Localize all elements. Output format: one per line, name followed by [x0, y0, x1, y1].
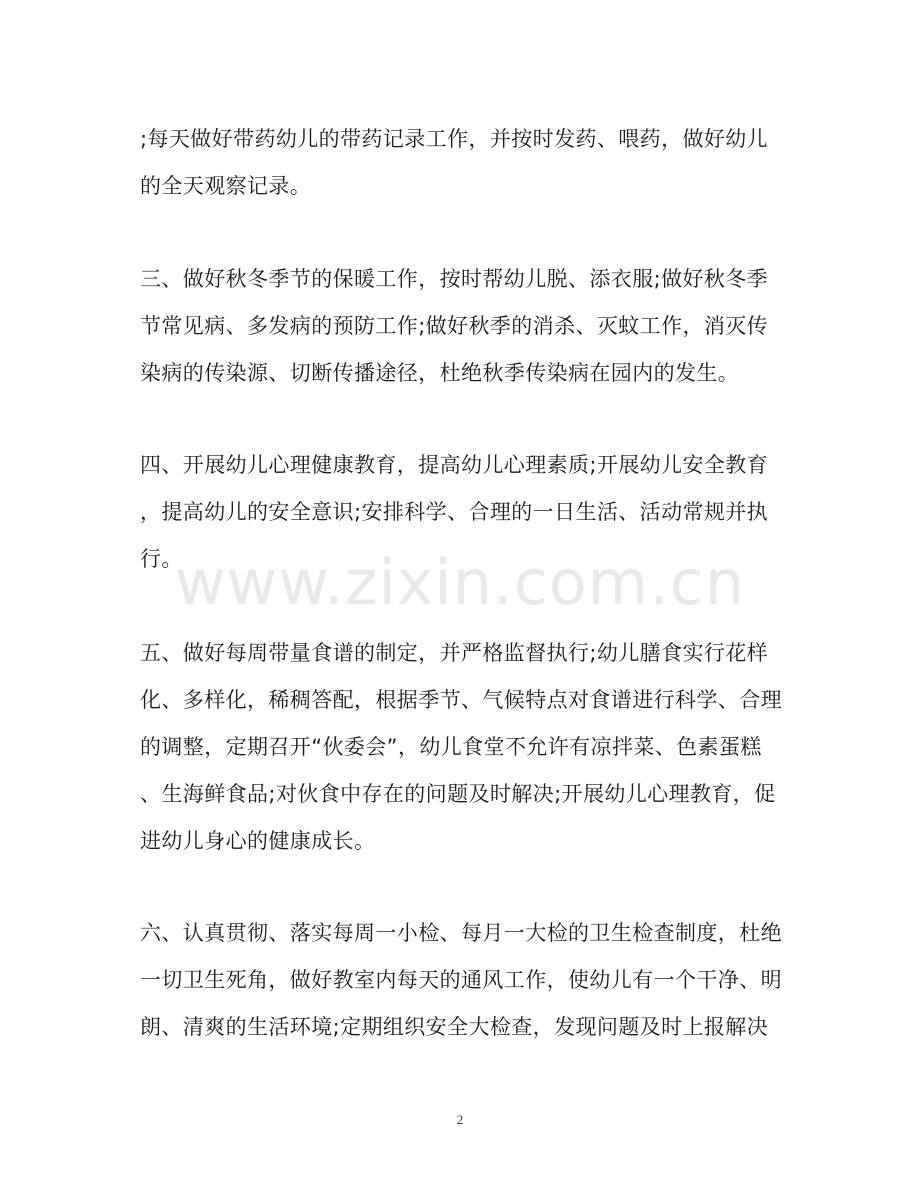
- paragraph-line: 三、做好秋冬季节的保暖工作，按时帮幼儿脱、添衣服;做好秋冬季: [140, 267, 769, 291]
- watermark: www.zixin.com.cn: [174, 546, 746, 619]
- paragraph-line: ;每天做好带药幼儿的带药记录工作，并按时发药、喂药，做好幼儿: [140, 127, 769, 151]
- paragraph-2: [140, 256, 780, 397]
- page-number: 2: [456, 1112, 464, 1127]
- paragraph-line: 染病的传染源、切断传播途径，杜绝秋季传染病在园内的发生。: [140, 361, 740, 385]
- paragraph-line: 五、做好每周带量食谱的制定，并严格监督执行;幼儿膳食实行花样: [140, 641, 769, 665]
- paragraph-1: [140, 116, 780, 210]
- paragraph-line: 的全天观察记录。: [140, 174, 312, 198]
- paragraph-line: 节常见病、多发病的预防工作;做好秋季的消杀、灭蚊工作，消灭传: [140, 314, 769, 338]
- paragraph-line: 朗、清爽的生活环境;定期组织安全大检查，发现问题及时上报解决: [140, 1015, 769, 1039]
- paragraph-line: 进幼儿身心的健康成长。: [140, 829, 376, 853]
- paragraph-line: 四、开展幼儿心理健康教育，提高幼儿心理素质;开展幼儿安全教育: [140, 453, 769, 477]
- paragraph-line: 一切卫生死角，做好教室内每天的通风工作，使幼儿有一个干净、明: [140, 968, 782, 992]
- paragraph-line: 、生海鲜食品;对伙食中存在的问题及时解决;开展幼儿心理教育，促: [140, 782, 776, 806]
- paragraph-4: [140, 630, 780, 865]
- paragraph-3: [140, 442, 780, 583]
- paragraph-line: 行。: [140, 547, 183, 571]
- paragraph-line: ，提高幼儿的安全意识;安排科学、合理的一日生活、活动常规并执: [140, 500, 769, 524]
- paragraph-line: 化、多样化，稀稠答配，根据季节、气候特点对食谱进行科学、合理: [140, 688, 782, 712]
- paragraph-line: 六、认真贯彻、落实每周一小检、每月一大检的卫生检查制度，杜绝: [140, 921, 782, 945]
- paragraph-5: [140, 910, 780, 1051]
- paragraph-line: 的调整，定期召开“伙委会”，幼儿食堂不允许有凉拌菜、色素蛋糕: [140, 735, 762, 759]
